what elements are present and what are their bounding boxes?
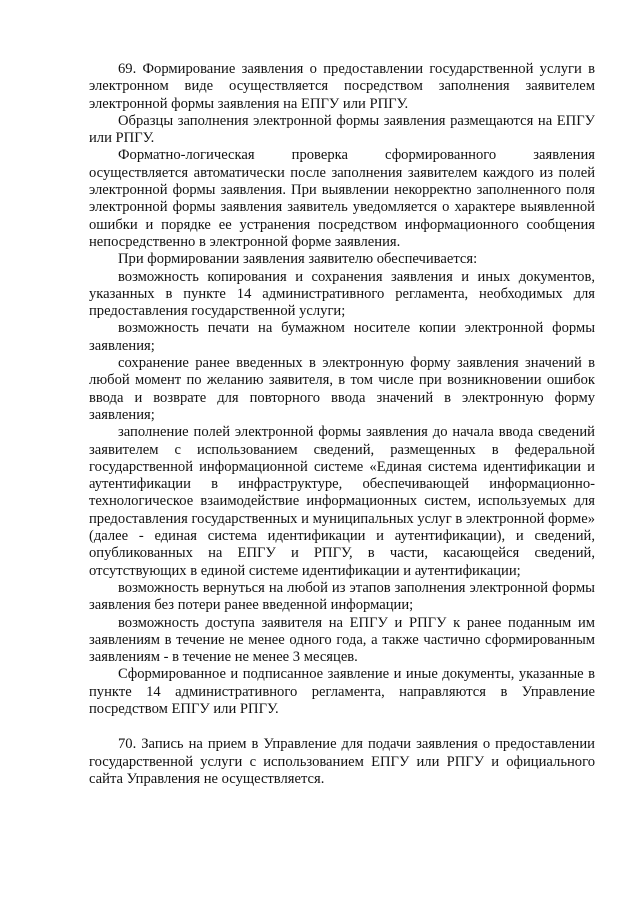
- section-gap: [89, 718, 595, 736]
- document-page: [89, 61, 595, 788]
- paragraph-format-check: Форматно-логическая проверка сформированного заявления осуществляется автоматически после заполнения заявителем каждого из полей электронной формы заявления. При выявлении некорректно заполненного поля электронной формы заявления заявитель уведомляется о характере выявленной ошибки и порядке ее устранения посредством информационного сообщения непосредственно в электронной форме заявления.: [89, 147, 595, 250]
- list-item-print: возможность печати на бумажном носителе копии электронной формы заявления;: [89, 320, 595, 354]
- list-item-save-values: сохранение ранее введенных в электронную форму заявления значений в любой момент по желанию заявителя, в том числе при возникновении ошибок ввода и возврате для повторного ввода значений в электронную форму заявления;: [89, 355, 595, 423]
- paragraph-provided-list-intro: При формировании заявления заявителю обеспечивается:: [118, 251, 478, 268]
- paragraph-70-appointment: 70. Запись на прием в Управление для подачи заявления о предоставлении государственной услуги с использованием ЕПГУ или РПГУ и официального сайта Управления не осуществляется.: [89, 736, 595, 787]
- paragraph-69-intro: 69. Формирование заявления о предоставлении государственной услуги в электронном виде осуществляется посредством заполнения заявителем электронной формы заявления на ЕПГУ или РПГУ.: [89, 61, 595, 112]
- paragraph-submission: Сформированное и подписанное заявление и иные документы, указанные в пункте 14 административного регламента, направляются в Управление посредством ЕПГУ или РПГУ.: [89, 666, 595, 717]
- list-item-access-history: возможность доступа заявителя на ЕПГУ и РПГУ к ранее поданным им заявлениям в течение не менее одного года, а также частично сформированным заявлениям - в течение не менее 3 месяцев.: [89, 614, 595, 666]
- list-item-autofill: заполнение полей электронной формы заявления до начала ввода сведений заявителем с использованием сведений, размещенных в федеральной государственной информационной системе «Единая система идентификации и аутентификации в инфраструктуре, обеспечивающей информационно-технологическое взаимодействие информационных систем, используемых для предоставления государственных и муниципальных услуг в электронной форме» (далее - единая система идентификации и аутентификации), и сведений, опубликованных на ЕПГУ и РПГУ, в части, касающейся сведений, отсутствующих в единой системе идентификации и аутентификации;: [89, 424, 595, 579]
- list-item-copy-save: возможность копирования и сохранения заявления и иных документов, указанных в пункте 14 административного регламента, необходимых для предоставления государственной услуги;: [89, 268, 595, 320]
- paragraph-samples: Образцы заполнения электронной формы заявления размещаются на ЕПГУ или РПГУ.: [89, 112, 595, 147]
- list-item-return-step: возможность вернуться на любой из этапов заполнения электронной формы заявления без потери ранее введенной информации;: [89, 579, 595, 614]
